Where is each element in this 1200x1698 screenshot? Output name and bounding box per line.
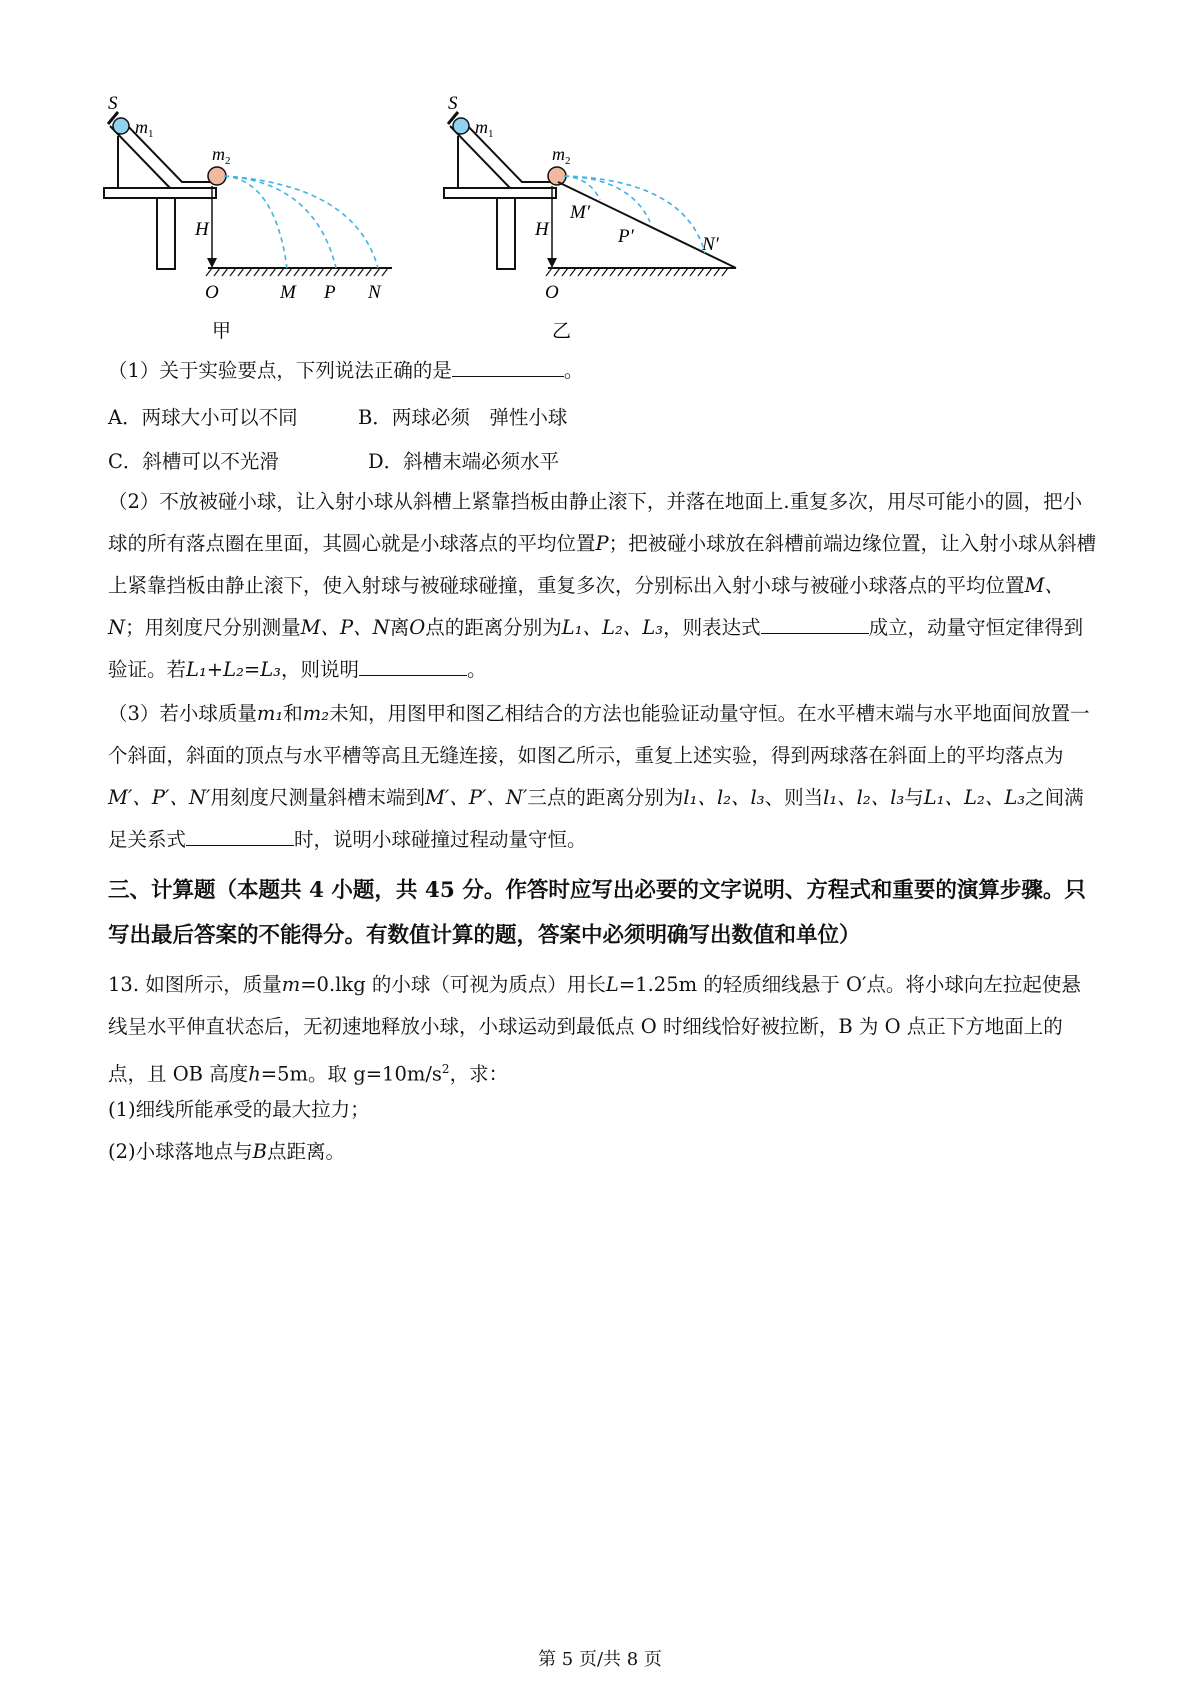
label-s: S (108, 93, 118, 114)
q13-stem: 13. 如图所示，质量m=0.lkg 的小球（可视为质点）用长L=1.25m 的轻质细线悬于 O′点。将小球向左拉起使悬线呈水平伸直状态后，无初速地释放小球，小球运动到最低点 O 时细线恰好被拉断，B 为 O 点正下方地面上的点，且 OB 高度h=5m。取 $g=10m/s^2$，求： (108, 973, 1081, 1086)
label-o: O (545, 282, 559, 303)
ground-hatch (206, 268, 388, 276)
page-footer: 第 5 页/共 8 页 (538, 1649, 662, 1670)
label-s: S (448, 93, 458, 114)
label-m2: m (552, 144, 565, 164)
svg-text:m2: $m_2$ (552, 144, 571, 167)
option-c: C．斜槽可以不光滑 (108, 450, 279, 473)
ball-m1 (453, 118, 469, 134)
label-o: O (205, 282, 219, 303)
label-n-prime: N′ (702, 234, 719, 255)
label-h: H (535, 219, 549, 240)
section-heading: 三、计算题（本题共 4 小题，共 45 分。作答时应写出必要的文字说明、方程式和重要的演算步骤。只写出最后答案的不能得分。有数值计算的题，答案中必须明确写出数值和单位） (108, 878, 1086, 948)
svg-text:m1: $m_1$ (135, 117, 154, 140)
svg-text:m2: $m_2$ (212, 144, 231, 167)
table-top (104, 188, 216, 198)
table-leg (497, 197, 515, 269)
ball-m2 (208, 167, 226, 185)
caption-yi: 乙 (552, 320, 572, 342)
ground-hatch (546, 268, 728, 276)
label-m: M (280, 282, 296, 303)
answer-blank[interactable] (761, 615, 869, 634)
figure-yi (440, 90, 760, 345)
option-d: D．斜槽末端必须水平 (368, 450, 560, 473)
ball-m2 (548, 167, 566, 185)
svg-text:m1: $m_1$ (475, 117, 494, 140)
table-leg (157, 197, 175, 269)
ball-m1 (113, 118, 129, 134)
label-m1: m (135, 117, 148, 137)
answer-blank[interactable] (452, 358, 564, 377)
label-n: N (368, 282, 381, 303)
q12-part2: （2）不放被碰小球，让入射小球从斜槽上紧靠挡板由静止滚下，并落在地面上.重复多次，用尽可能小的圆，把小球的所有落点圈在里面，其圆心就是小球落点的平均位置P；把被碰小球放在斜槽前端边缘位置，让入射小球从斜槽上紧靠挡板由静止滚下，使入射球与被碰球碰撞，重复多次，分别标出入射小球与被碰小球落点的平均位置M、N；用刻度尺分别测量M、P、N离O点的距离分别为L₁、L₂、L₃，则表达式 成立，动量守恒定律得到验证。若L₁+L₂=L₃，则说明 。 (108, 490, 1097, 681)
trajectories (224, 176, 378, 268)
caption-jia: 甲 (212, 320, 232, 342)
q13-sub1: (1)细线所能承受的最大拉力； (108, 1098, 370, 1121)
answer-blank[interactable] (186, 827, 294, 846)
incline (558, 182, 736, 268)
arrow-down-icon (207, 258, 217, 268)
q12-part3: （3）若小球质量m₁和m₂未知，用图甲和图乙相结合的方法也能验证动量守恒。在水平槽末端与水平地面间放置一个斜面，斜面的顶点与水平槽等高且无缝连接，如图乙所示，重复上述实验，得到两球落在斜面上的平均落点为M′、P′、N′用刻度尺测量斜槽末端到M′、P′、N′三点的距离分别为l₁、l₂、l₃、则当l₁、l₂、l₃与L₁、L₂、L₃之间满足关系式 时，说明小球碰撞过程动量守恒。 (108, 702, 1090, 851)
option-b: B．两球必须 弹性小球 (358, 406, 568, 429)
q12-part1: （1）关于实验要点，下列说法正确的是 。 (108, 359, 584, 382)
label-p: P (324, 282, 336, 303)
figure-jia (100, 90, 410, 345)
label-p-prime: P′ (618, 226, 634, 247)
label-m1: m (475, 117, 488, 137)
label-m-prime: M′ (570, 202, 590, 223)
option-a: A．两球大小可以不同 (108, 406, 298, 429)
label-h: H (195, 219, 209, 240)
q13-sub2: (2)小球落地点与B点距离。 (108, 1140, 345, 1163)
arrow-down-icon (547, 258, 557, 268)
label-m2: m (212, 144, 225, 164)
answer-blank[interactable] (359, 657, 467, 676)
table-top (444, 188, 556, 198)
